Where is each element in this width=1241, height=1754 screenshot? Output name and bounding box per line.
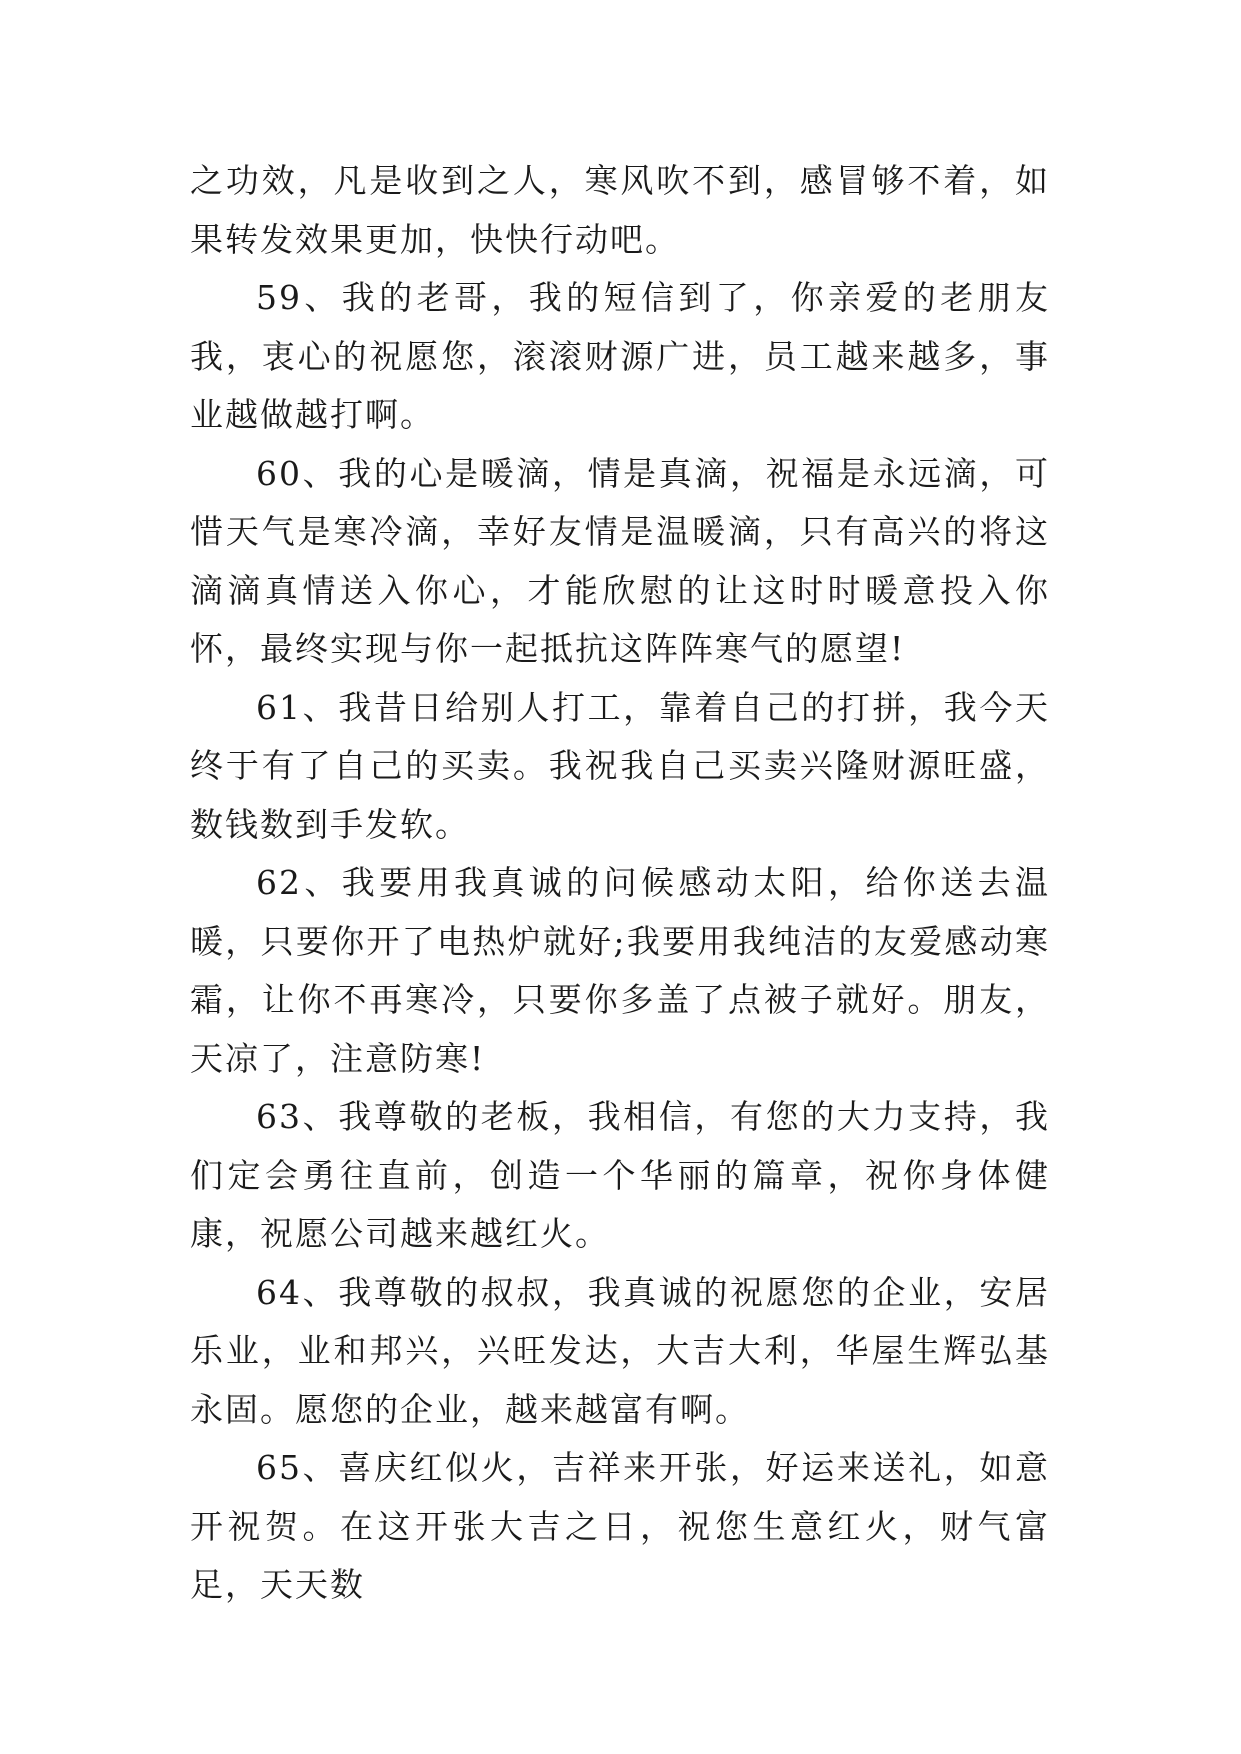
paragraph-63: 63、我尊敬的老板，我相信，有您的大力支持，我们定会勇往直前，创造一个华丽的篇章，祝你身体健康，祝愿公司越来越红火。: [190, 1097, 1050, 1253]
document-body: [190, 152, 1050, 1615]
paragraph-59: 59、我的老哥，我的短信到了，你亲爱的老朋友我，衷心的祝愿您，滚滚财源广进，员工越来越多，事业越做越打啊。: [190, 278, 1050, 434]
paragraph-60: 60、我的心是暖滴，情是真滴，祝福是永远滴，可惜天气是寒冷滴，幸好友情是温暖滴，只有高兴的将这滴滴真情送入你心，才能欣慰的让这时时暖意投入你怀，最终实现与你一起抵抗这阵阵寒气的愿望!: [190, 453, 1050, 668]
paragraph-61: 61、我昔日给别人打工，靠着自己的打拼，我今天终于有了自己的买卖。我祝我自己买卖兴隆财源旺盛，数钱数到手发软。: [190, 687, 1050, 844]
paragraph-62: 62、我要用我真诚的问候感动太阳，给你送去温暖，只要你开了电热炉就好;我要用我纯洁的友爱感动寒霜，让你不再寒冷，只要你多盖了点被子就好。朋友，天凉了，注意防寒!: [190, 863, 1050, 1078]
paragraph-65: 65、喜庆红似火，吉祥来开张，好运来送礼，如意开祝贺。在这开张大吉之日，祝您生意红火，财气富足，天天数: [190, 1448, 1050, 1604]
paragraph-64: 64、我尊敬的叔叔，我真诚的祝愿您的企业，安居乐业，业和邦兴，兴旺发达，大吉大利，华屋生辉弘基永固。愿您的企业，越来越富有啊。: [190, 1272, 1050, 1429]
paragraph-continuation: 之功效，凡是收到之人，寒风吹不到，感冒够不着，如果转发效果更加，快快行动吧。: [190, 161, 1050, 259]
